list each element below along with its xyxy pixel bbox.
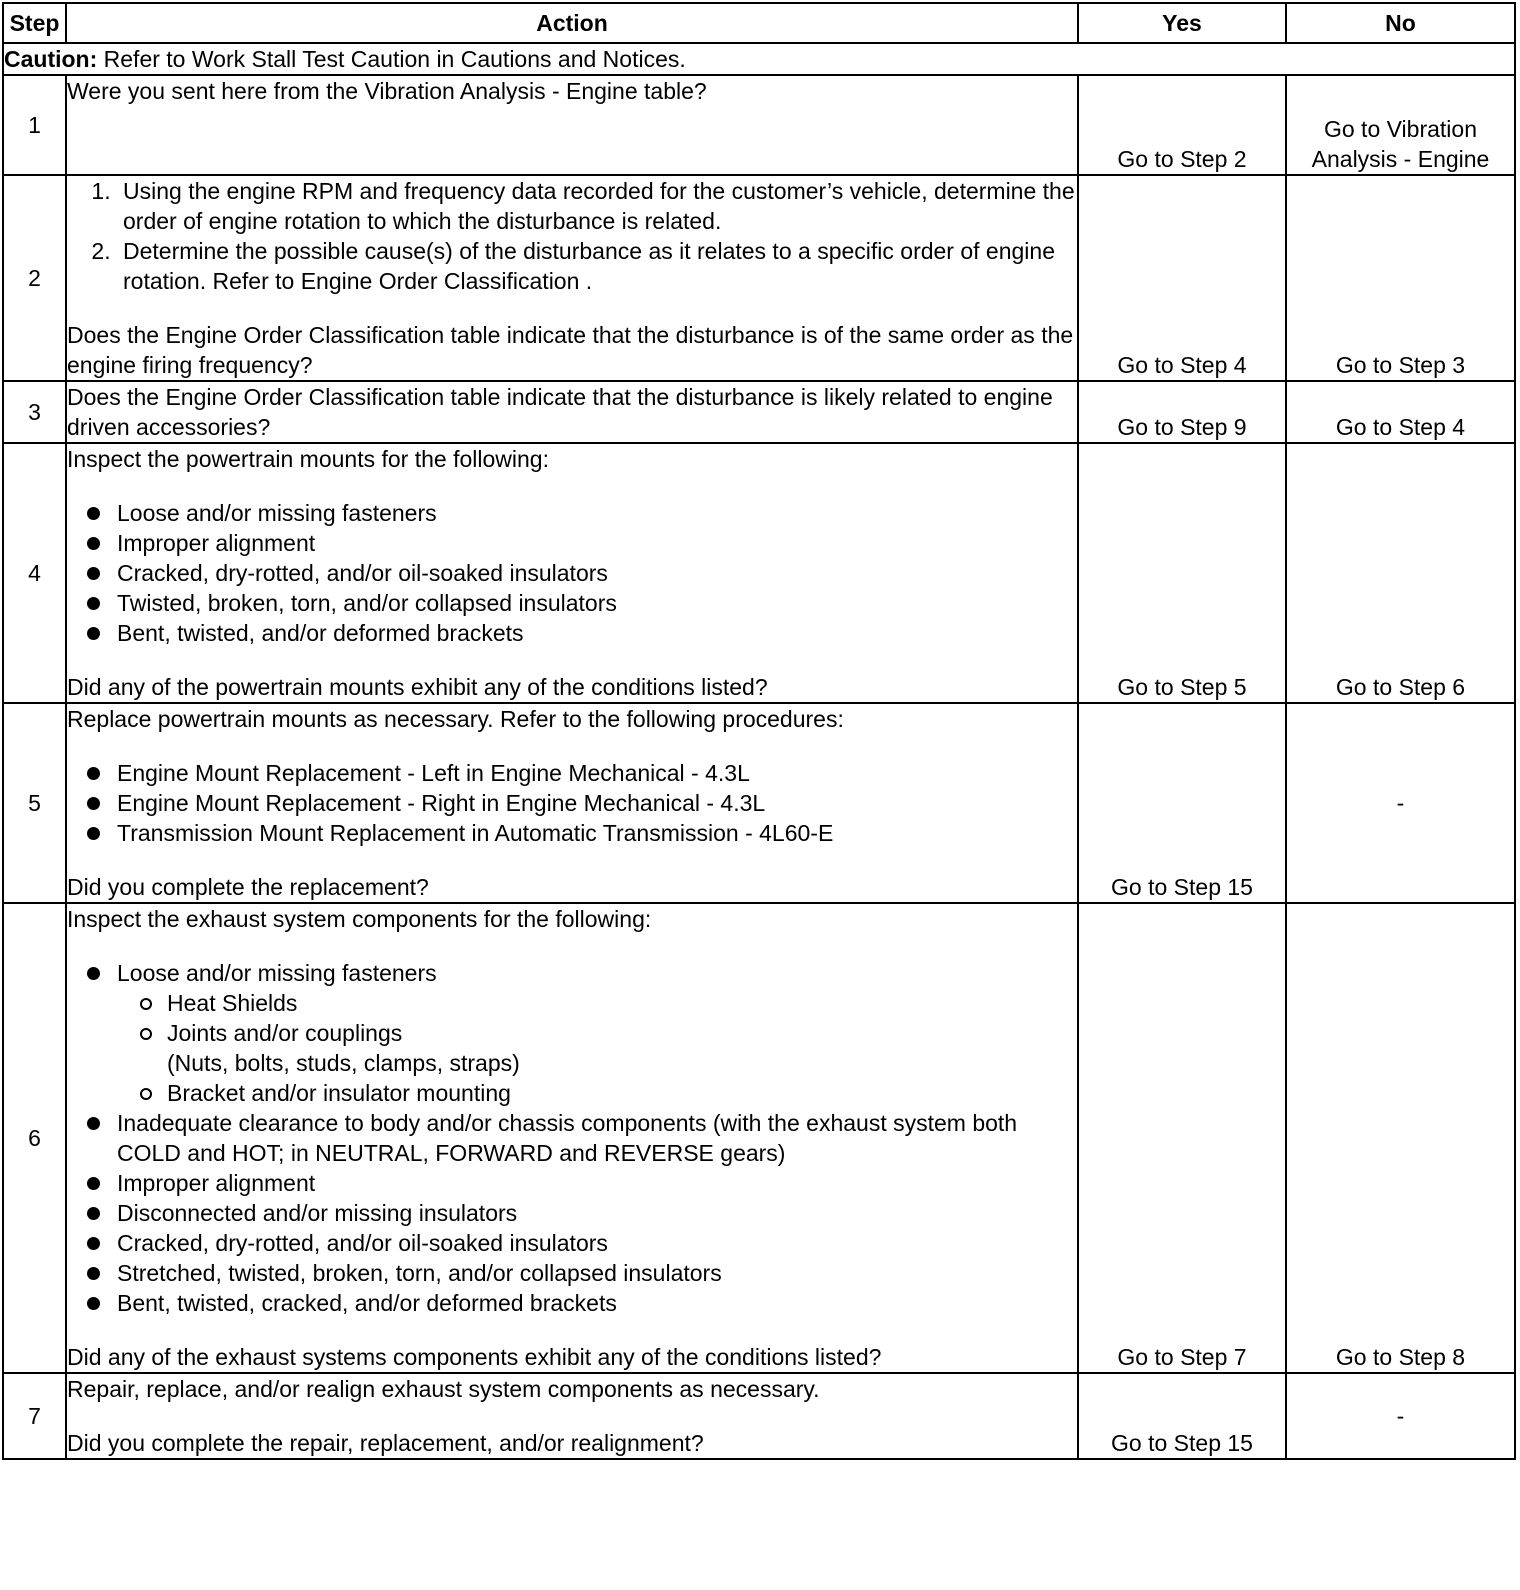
sub-list-item: Heat Shields — [167, 988, 1077, 1018]
sub-list — [117, 988, 1077, 1108]
table-row — [3, 175, 1515, 381]
step-number: 4 — [3, 443, 66, 703]
header-yes: Yes — [1078, 3, 1286, 43]
list-item: Loose and/or missing fasteners — [117, 498, 1077, 528]
intro-text: Repair, replace, and/or realign exhaust system components as necessary. — [67, 1376, 820, 1402]
list-item: Inadequate clearance to body and/or chassis components (with the exhaust system both COLD and HOT; in NEUTRAL, FORWARD and REVERSE gears) — [117, 1108, 1077, 1168]
list-item: Transmission Mount Replacement in Automatic Transmission - 4L60-E — [117, 818, 1077, 848]
no-cell: - — [1286, 1373, 1515, 1459]
yes-cell: Go to Step 15 — [1078, 703, 1286, 903]
table-row — [3, 443, 1515, 703]
step-number: 3 — [3, 381, 66, 443]
list-item: 1. Using the engine RPM and frequency data recorded for the customer’s vehicle, determine the order of engine rotation to which the disturbance is related. — [117, 176, 1077, 236]
header-action: Action — [66, 3, 1078, 43]
header-no: No — [1286, 3, 1515, 43]
intro-text: Inspect the powertrain mounts for the following: — [67, 446, 549, 472]
no-cell: Go to Step 4 — [1286, 381, 1515, 443]
action-cell — [66, 381, 1078, 443]
table-row — [3, 703, 1515, 903]
action-cell — [66, 1373, 1078, 1459]
caution-row — [3, 43, 1515, 75]
list-item: Bent, twisted, and/or deformed brackets — [117, 618, 1077, 648]
yes-cell: Go to Step 2 — [1078, 75, 1286, 175]
question-text: Did you complete the replacement? — [67, 874, 429, 900]
list-item: Engine Mount Replacement - Left in Engine Mechanical - 4.3L — [117, 758, 1077, 788]
list-item: Disconnected and/or missing insulators — [117, 1198, 1077, 1228]
list-item: Engine Mount Replacement - Right in Engine Mechanical - 4.3L — [117, 788, 1077, 818]
step-number: 7 — [3, 1373, 66, 1459]
step-number: 2 — [3, 175, 66, 381]
action-cell — [66, 903, 1078, 1373]
question-text: Does the Engine Order Classification table indicate that the disturbance is of the same order as the engine firing frequency? — [67, 322, 1074, 378]
no-cell: Go to Step 6 — [1286, 443, 1515, 703]
yes-cell: Go to Step 15 — [1078, 1373, 1286, 1459]
header-row — [3, 3, 1515, 43]
list-item: Cracked, dry-rotted, and/or oil-soaked insulators — [117, 1228, 1077, 1258]
list-item: Improper alignment — [117, 1168, 1077, 1198]
list-item: Stretched, twisted, broken, torn, and/or collapsed insulators — [117, 1258, 1077, 1288]
caution-cell — [3, 43, 1515, 75]
yes-cell: Go to Step 4 — [1078, 175, 1286, 381]
step-number: 1 — [3, 75, 66, 175]
step-number: 5 — [3, 703, 66, 903]
step-number: 6 — [3, 903, 66, 1373]
question-text: Did any of the exhaust systems components exhibit any of the conditions listed? — [67, 1344, 882, 1370]
yes-cell: Go to Step 7 — [1078, 903, 1286, 1373]
caution-label: Caution: — [4, 46, 98, 72]
question-text: Did any of the powertrain mounts exhibit any of the conditions listed? — [67, 674, 768, 700]
bullet-list — [67, 758, 1077, 848]
table-row — [3, 903, 1515, 1373]
sub-list-item-text: Joints and/or couplings — [167, 1020, 403, 1046]
action-cell — [66, 443, 1078, 703]
table-row — [3, 1373, 1515, 1459]
list-item: Twisted, broken, torn, and/or collapsed insulators — [117, 588, 1077, 618]
bullet-list — [67, 498, 1077, 648]
no-cell: Go to Step 3 — [1286, 175, 1515, 381]
sub-list-item — [167, 1018, 1077, 1078]
action-cell — [66, 75, 1078, 175]
no-cell: Go to Vibration Analysis - Engine — [1286, 75, 1515, 175]
diagnostic-table — [2, 2, 1516, 1460]
action-cell — [66, 703, 1078, 903]
intro-text: Replace powertrain mounts as necessary. Refer to the following procedures: — [67, 706, 844, 732]
yes-cell: Go to Step 5 — [1078, 443, 1286, 703]
header-step: Step — [3, 3, 66, 43]
intro-text: Inspect the exhaust system components for the following: — [67, 906, 652, 932]
yes-cell: Go to Step 9 — [1078, 381, 1286, 443]
no-cell: - — [1286, 703, 1515, 903]
action-cell — [66, 175, 1078, 381]
question-text: Were you sent here from the Vibration Analysis - Engine table? — [67, 78, 707, 104]
list-item-text: Loose and/or missing fasteners — [117, 960, 437, 986]
no-cell: Go to Step 8 — [1286, 903, 1515, 1373]
sub-list-item-detail: (Nuts, bolts, studs, clamps, straps) — [167, 1050, 520, 1076]
list-item — [117, 958, 1077, 1108]
numbered-list — [67, 176, 1077, 296]
bullet-list — [67, 958, 1077, 1318]
sub-list-item: Bracket and/or insulator mounting — [167, 1078, 1077, 1108]
list-item: Improper alignment — [117, 528, 1077, 558]
caution-text: Refer to Work Stall Test Caution in Cautions and Notices. — [97, 46, 686, 72]
table-row — [3, 75, 1515, 175]
question-text: Did you complete the repair, replacement, and/or realignment? — [67, 1430, 704, 1456]
list-item: Cracked, dry-rotted, and/or oil-soaked insulators — [117, 558, 1077, 588]
table-row — [3, 381, 1515, 443]
question-text: Does the Engine Order Classification table indicate that the disturbance is likely related to engine driven accessories? — [67, 384, 1053, 440]
list-item: Bent, twisted, cracked, and/or deformed brackets — [117, 1288, 1077, 1318]
list-item: 2. Determine the possible cause(s) of the disturbance as it relates to a specific order of engine rotation. Refer to Engine Order Classification . — [117, 236, 1077, 296]
